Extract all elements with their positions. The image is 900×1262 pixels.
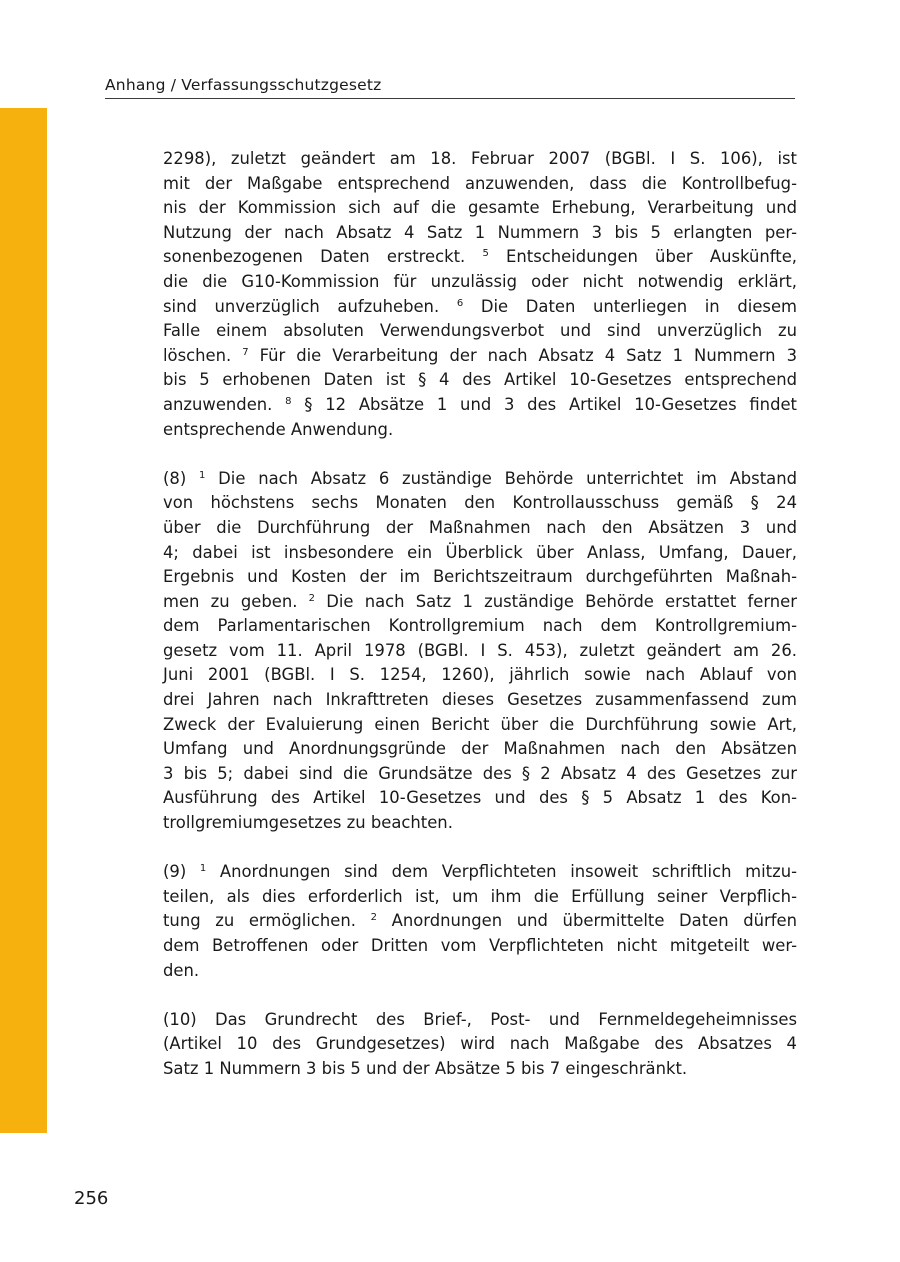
text-segment: sonenbezogenen Daten erstreckt. [163,247,483,267]
text-line: trollgremiumgesetzes zu beachten. [163,813,453,833]
text-segment: (9) [163,862,200,882]
text-line: nis der Kommission sich auf die gesamte Erhebung, Verarbeitung und [163,198,797,218]
text-line: 2298), zuletzt geändert am 18. Februar 2007 (BGBl. I S. 106), ist [163,149,797,168]
text-line: Falle einem absoluten Verwendungsverbot und sind unverzüglich zu [163,321,797,341]
text-line: über die Durchführung der Maßnahmen nach den Absätzen 3 und [163,517,797,537]
text-segment: Für die Verarbeitung der nach Absatz 4 Satz 1 Nummern 3 [248,345,797,365]
text-line: gesetz vom 11. April 1978 (BGBl. I S. 453), zuletzt geändert am 26. [163,640,797,660]
text-segment: Entscheidungen über Auskünfte, [488,247,797,267]
sentence-number: 2 [308,592,316,604]
text-segment: tung zu ermöglichen. [163,911,371,931]
paragraph [163,860,797,983]
text-line: dem Betroffenen oder Dritten vom Verpflichteten nicht mitgeteilt wer- [163,936,797,955]
running-header: Anhang / Verfassungsschutzgesetz [105,76,382,94]
text-segment: Anordnungen und übermittelte Daten dürfen [376,911,797,931]
text-segment: § 12 Absätze 1 und 3 des Artikel 10-Gesetzes findet [291,394,797,414]
text-line [163,344,797,369]
text-line: Ausführung des Artikel 10-Gesetzes und des § 5 Absatz 1 des Kon- [163,788,797,808]
sentence-number: 8 [285,395,292,407]
text-line: die die G10-Kommission für unzulässig oder nicht notwendig erklärt, [163,271,797,291]
text-line: Nutzung der nach Absatz 4 Satz 1 Nummern 3 bis 5 erlangten per- [163,222,797,242]
text-line: Juni 2001 (BGBl. I S. 1254, 1260), jährlich sowie nach Ablauf von [163,665,797,685]
text-line [163,909,797,934]
text-line [163,467,797,492]
text-line: (Artikel 10 des Grundgesetzes) wird nach Maßgabe des Absatzes 4 [163,1034,797,1054]
sentence-number: 6 [456,297,464,309]
text-segment: Die nach Satz 1 zuständige Behörde erstattet ferner [315,591,797,611]
sentence-number: 5 [482,248,489,260]
chapter-accent-bar [0,108,47,1133]
text-line: dem Parlamentarischen Kontrollgremium nach dem Kontrollgremium- [163,616,797,636]
text-segment: (8) [163,468,199,488]
paragraph [163,467,797,836]
text-line: mit der Maßgabe entsprechend anzuwenden, dass die Kontrollbefug- [163,173,797,193]
text-line: entsprechende Anwendung. [163,419,394,439]
text-line: Zweck der Evaluierung einen Bericht über die Durchführung sowie Art, [163,714,797,734]
text-segment: Die nach Absatz 6 zuständige Behörde unterrichtet im Abstand [205,468,797,488]
sentence-number: 7 [242,346,249,358]
text-line: drei Jahren nach Inkrafttreten dieses Gesetzes zusammenfassend zum [163,690,797,710]
text-line: (10) Das Grundrecht des Brief-, Post- und Fernmeldegeheimnisses [163,1009,797,1029]
text-segment: anzuwenden. [163,394,286,414]
page-number: 256 [74,1188,109,1209]
text-line: Umfang und Anordnungsgründe der Maßnahmen nach den Absätzen [163,739,797,759]
text-line: 4; dabei ist insbesondere ein Überblick über Anlass, Umfang, Dauer, [163,542,797,562]
text-line [163,590,797,615]
text-segment: Anordnungen sind dem Verpflichteten insoweit schriftlich mitzu- [206,862,797,882]
sentence-number: 1 [199,469,206,481]
text-line [163,245,797,270]
text-segment: löschen. [163,345,243,365]
text-line: Ergebnis und Kosten der im Berichtszeitraum durchgeführten Maßnah- [163,567,797,587]
text-line: bis 5 erhobenen Daten ist § 4 des Artikel 10-Gesetzes entsprechend [163,370,797,390]
text-segment: Die Daten unterliegen in diesem [463,296,797,316]
text-line: teilen, als dies erforderlich ist, um ihm die Erfüllung seiner Verpflich- [163,886,797,906]
sentence-number: 1 [199,863,207,875]
body-text [163,147,797,1082]
text-segment: sind unverzüglich aufzuheben. [163,296,457,316]
sentence-number: 2 [370,912,377,924]
text-line: 3 bis 5; dabei sind die Grundsätze des § 2 Absatz 4 des Gesetzes zur [163,763,797,783]
text-line [163,393,797,418]
text-segment: men zu geben. [163,591,309,611]
text-line: von höchstens sechs Monaten den Kontrollausschuss gemäß § 24 [163,493,797,513]
text-line: Satz 1 Nummern 3 bis 5 und der Absätze 5 bis 7 eingeschränkt. [163,1058,688,1078]
header-rule [105,98,795,99]
text-line: den. [163,960,200,980]
paragraph [163,1008,797,1082]
paragraph [163,147,797,442]
text-line [163,860,797,885]
text-line [163,295,797,320]
